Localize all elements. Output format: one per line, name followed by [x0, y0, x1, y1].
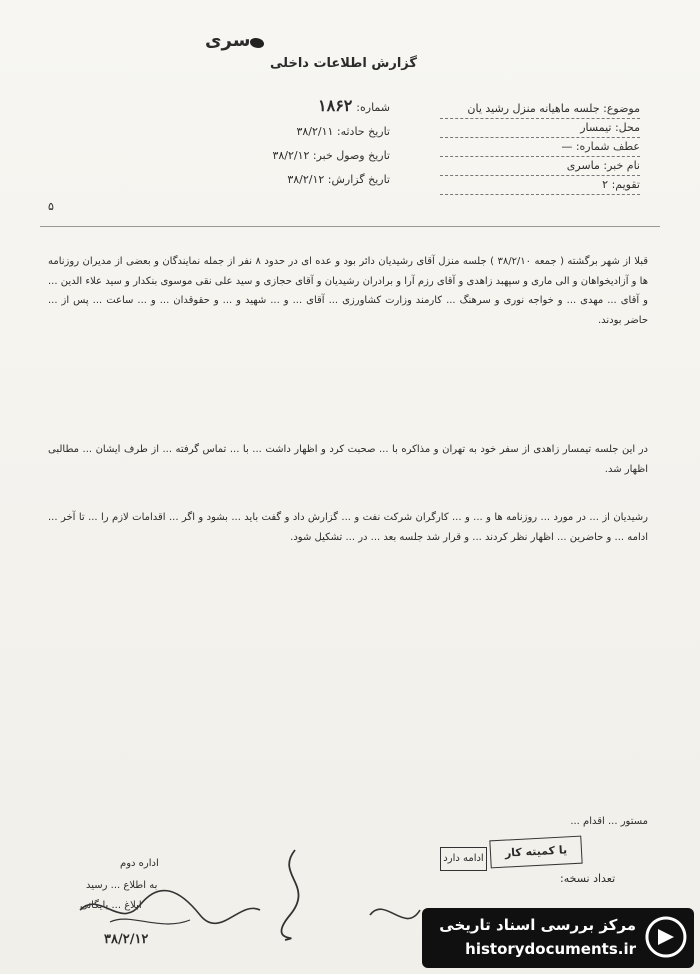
committee-stamp: یا کمیته کار	[489, 836, 582, 869]
header-fields-left	[220, 96, 390, 192]
reference-field: عطف شماره: —	[440, 138, 640, 157]
receipt-date-field: تاریخ وصول خبر: ۳۸/۲/۱۲	[272, 149, 390, 162]
case-number: ۱۸۶۲	[318, 96, 353, 115]
event-date-field: تاریخ حادثه: ۳۸/۲/۱۱	[296, 125, 390, 138]
note-2: به اطلاع ... رسید	[86, 880, 158, 891]
handwritten-signature-right	[365, 890, 425, 940]
header-fields-right	[440, 100, 640, 195]
handwritten-signature-middle	[265, 845, 325, 945]
body-paragraph-3: رشیدیان از ... در مورد ... روزنامه ها و ... و ... کارگران شرکت نفت و ... گزارش داد و گفت باید ... بشود و اگر ... اقدامات لازم را ... تا آخر ... ادامه ... و حاضرین ... اظهار نظر کردند ... و قرار شد جلسه بعد ... در ... تشکیل شود.	[48, 512, 648, 543]
copies-label: تعداد نسخه:	[560, 872, 616, 885]
bottom-date: ۳۸/۲/۱۲	[104, 932, 149, 947]
classification-mark: سری	[205, 30, 251, 51]
note-1: اداره دوم	[120, 858, 159, 869]
ink-blot	[250, 38, 264, 48]
subject-field: موضوع: جلسه ماهیانه منزل رشید یان	[440, 100, 640, 119]
header-divider	[40, 226, 660, 227]
closing-line: مستور ... اقدام ...	[570, 816, 648, 827]
archive-watermark	[422, 908, 694, 968]
page-mark: ۵	[48, 200, 54, 213]
watermark-title: مرکز بررسی اسناد تاریخی	[439, 916, 636, 934]
source-field: نام خبر: ماسری	[440, 157, 640, 176]
report-date-field: تاریخ گزارش: ۳۸/۲/۱۲	[287, 173, 390, 186]
calendar-field: تقویم: ۲	[440, 176, 640, 195]
number-field: شماره:	[356, 101, 390, 114]
watermark-url: historydocuments.ir	[465, 940, 636, 958]
handwritten-signature-left	[70, 860, 270, 940]
note-3: ابلاغ ... بایگانی	[80, 900, 142, 911]
place-field: محل: تیمسار	[440, 119, 640, 138]
small-stamp: ادامه دارد	[440, 847, 487, 871]
body-paragraph-1: قبلا از شهر برگشته ( جمعه ۳۸/۲/۱۰ ) جلسه منزل آقای رشیدیان دائر بود و عده ای در حدود ۸ نفر از جمله نمایندگان و بعضی از مدیران روزنامه ها و آزادیخواهان و الی ماری و سپهبد زاهدی و آقای رزم آرا و برادران رشیدیان و آقای حجازی و سید علی نقی موسوی بنکدار و سید علاء الدین ... و آقای ... مهدی ... و خواجه نوری و سرهنگ ... کارمند وزارت کشاورزی ... آقای ... و ... شهید و ... و حقوقدان ... و ... ساعت ... پس از ... حاضر بودند.	[48, 256, 649, 326]
document-title: گزارش اطلاعات داخلی	[270, 56, 417, 71]
archive-logo-icon	[644, 915, 688, 959]
body-paragraph-2: در این جلسه تیمسار زاهدی از سفر خود به تهران و مذاکره با ... صحبت کرد و اظهار داشت ... با ... تماس گرفته ... از طرف ایشان ... مطالبی اظهار شد.	[48, 444, 648, 475]
